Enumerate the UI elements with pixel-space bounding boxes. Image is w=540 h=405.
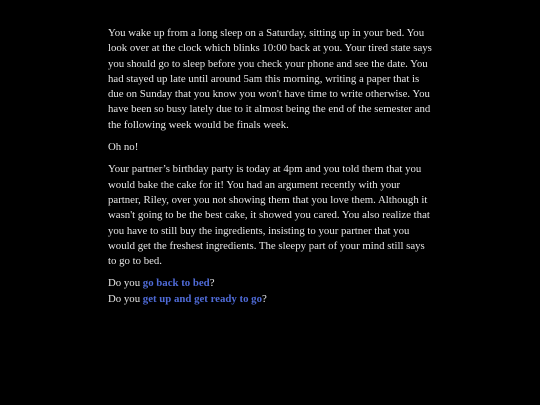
choice-link-get-up-and-get-ready[interactable]: get up and get ready to go <box>142 292 262 305</box>
choice-suffix: ? <box>209 277 215 290</box>
choice-link-go-back-to-bed[interactable]: go back to bed <box>142 277 210 290</box>
story-passage <box>108 26 434 307</box>
choice-prefix: Do you <box>108 292 143 305</box>
story-paragraph-exclamation: Oh no! <box>108 141 139 154</box>
story-paragraph-birthday: Your partner’s birthday party is today at 4pm and you told them that you would bake the cake for it! You had an argument recently with your partner, Riley, over you not showing them that you love them. Although it wasn't going to be the best cake, it showed you cared. You also realize that you have to still buy the ingredients, insisting to your partner that you would get the freshest ingredients. The sleepy part of your mind still says to go to bed. <box>108 163 430 268</box>
story-paragraph-intro: You wake up from a long sleep on a Saturday, sitting up in your bed. You look over at the clock which blinks 10:00 back at you. Your tired state says you should go to sleep before you check your phone and see the date. You had stayed up late until around 5am this morning, writing a paper that is due on Sunday that you know you won't have time to write otherwise. You have been so busy lately due to it almost being the end of the semester and the following week would be finals week. <box>108 27 432 131</box>
choice-suffix: ? <box>261 292 267 305</box>
choice-list <box>108 276 434 307</box>
choice-prefix: Do you <box>108 277 143 290</box>
choice-line-go-back-to-bed <box>108 276 434 291</box>
choice-line-get-up <box>108 292 434 307</box>
